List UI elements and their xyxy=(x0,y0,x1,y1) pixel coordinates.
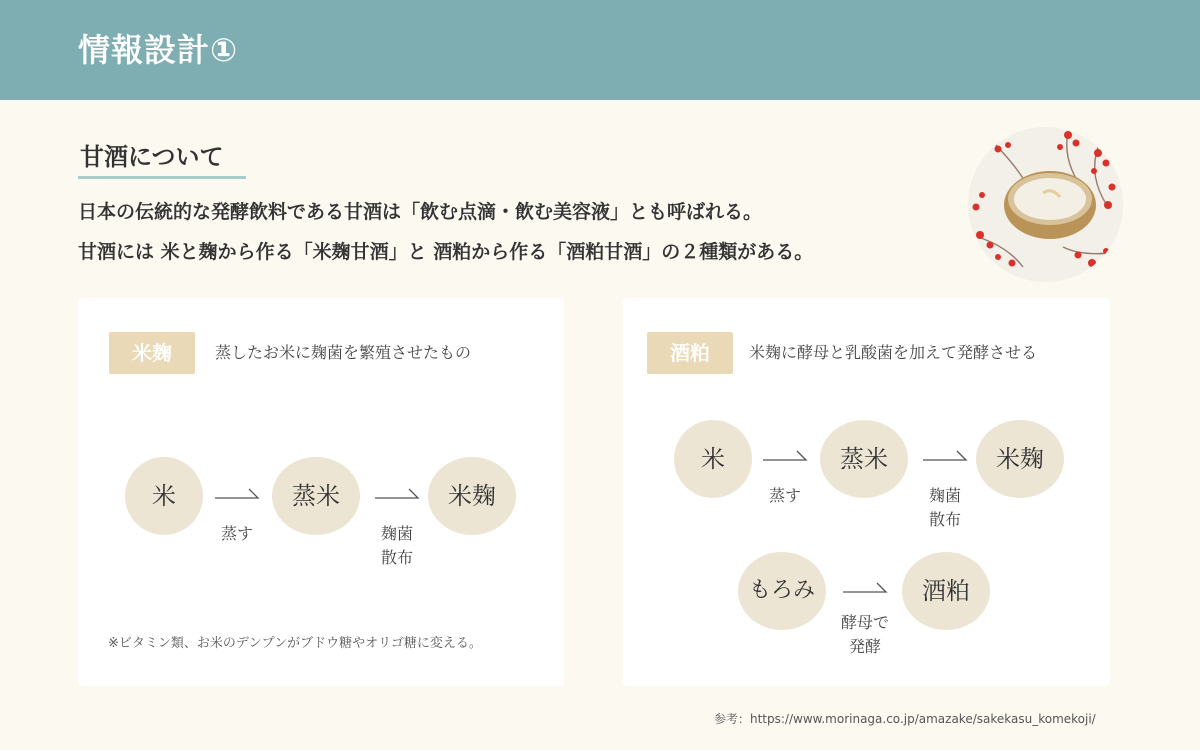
kasu-description: 米麹に酵母と乳酸菌を加えて発酵させる xyxy=(749,343,1038,362)
koji-description: 蒸したお米に麹菌を繁殖させたもの xyxy=(215,343,472,362)
step-label-koji-spread-2: 散布 xyxy=(380,548,413,567)
step-label-koji-spread-1: 麹菌 xyxy=(928,486,961,505)
koji-note: ※ビタミン類、お米のデンプンがブドウ糖やオリゴ糖に変える。 xyxy=(108,636,482,651)
intro-line-1: 日本の伝統的な発酵飲料である甘酒は「飲む点滴・飲む美容液」とも呼ばれる。 xyxy=(78,201,763,223)
kasu-tag: 酒粕 xyxy=(647,332,733,374)
arrow-right-icon xyxy=(374,486,420,502)
amazake-cup-illustration xyxy=(968,127,1123,282)
step-circle-steamed-rice: 蒸米 xyxy=(820,420,908,498)
step-label-koji-spread-2: 散布 xyxy=(928,510,961,529)
step-label-yeast-ferment-2: 発酵 xyxy=(848,637,881,656)
step-circle-sake-kasu: 酒粕 xyxy=(902,552,990,630)
sake-kasu-card xyxy=(623,298,1110,686)
step-label-yeast-ferment-1: 酵母で xyxy=(840,613,889,632)
step-circle-rice-koji: 米麹 xyxy=(976,420,1064,498)
intro-line-2: 甘酒には 米と麹から作る「米麹甘酒」と 酒粕から作る「酒粕甘酒」の２種類がある。 xyxy=(78,241,814,263)
reference-link: 参考：https://www.morinaga.co.jp/amazake/sakekasu_komekoji/ xyxy=(714,712,1096,726)
arrow-right-icon xyxy=(842,580,888,596)
step-label-steam: 蒸す xyxy=(220,524,253,543)
section-title-underline xyxy=(78,176,246,179)
step-circle-steamed-rice: 蒸米 xyxy=(272,457,360,535)
amazake-cup-photo xyxy=(968,127,1123,282)
step-circle-moromi: もろみ xyxy=(738,552,826,630)
arrow-right-icon xyxy=(922,448,968,464)
koji-card xyxy=(78,298,564,686)
arrow-right-icon xyxy=(762,448,808,464)
section-title: 甘酒について xyxy=(80,143,224,171)
step-circle-rice: 米 xyxy=(674,420,752,498)
page-title: 情報設計① xyxy=(78,31,239,69)
arrow-right-icon xyxy=(214,486,260,502)
koji-tag: 米麹 xyxy=(109,332,195,374)
header-bar xyxy=(0,0,1200,100)
step-label-steam: 蒸す xyxy=(768,486,801,505)
step-circle-rice: 米 xyxy=(125,457,203,535)
step-label-koji-spread-1: 麹菌 xyxy=(380,524,413,543)
step-circle-rice-koji: 米麹 xyxy=(428,457,516,535)
